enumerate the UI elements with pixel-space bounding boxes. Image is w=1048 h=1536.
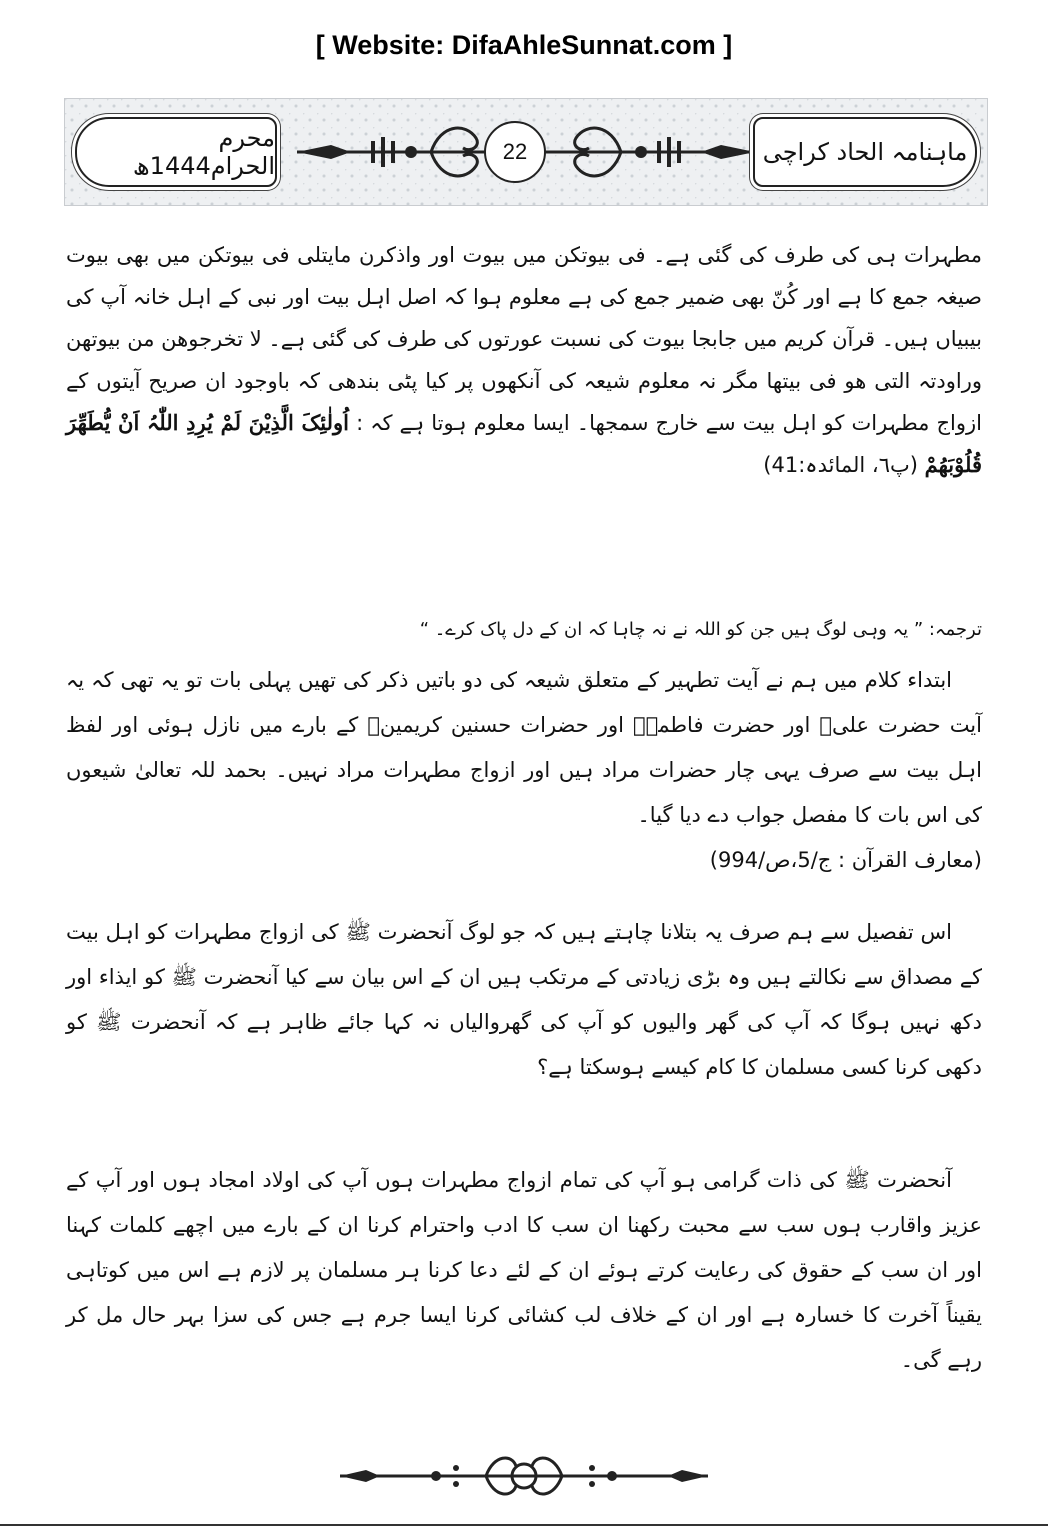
paragraph-1-text: مطہرات ہی کی طرف کی گئی ہے۔ فی بیوتکن میں بیوت اور واذکرن مایتلی فی بیوتکن میں بھی بیوت صیغہ جمع کا ہے اور کُنّ بھی ضمیر جمع کی ہے معلوم ہوا کہ اصل اہل بیت اور نبی کے اہل خانہ آپ کی بیبیاں ہیں۔ قرآن کریم میں جابجا بیوت کی نسبت عورتوں کی طرف کی گئی ہے۔ لا تخرجوھن من بیوتھن وراودتہ التی ھو فی بیتھا مگر نہ معلوم شیعہ کی آنکھوں پر کیا پٹی بندھی کہ باوجود ان صریح آیتوں کے ازواج مطہرات کو اہل بیت سے خارج سمجھا۔ ایسا معلوم ہوتا ہے کہ : (66, 243, 982, 435)
translation: ترجمہ: ” یہ وہی لوگ ہیں جن کو اللہ نے نہ چاہا کہ ان کے دل پاک کرے۔ “ (419, 619, 982, 640)
website-header: [ Website: DifaAhleSunnat.com ] (315, 30, 733, 60)
paragraph-3 (66, 910, 982, 1090)
paragraph-3-text: اس تفصیل سے ہم صرف یہ بتلانا چاہتے ہیں کہ جو لوگ آنحضرت ﷺ کی ازواج مطہرات کو اہل بیت کے مصداق سے نکالتے ہیں وہ بڑی زیادتی کے مرتکب ہیں ان کے اس بیان سے کیا آنحضرت ﷺ کو ایذاء اور دکھ نہیں ہوگا کہ آپ کی گھر والیوں کو آپ کی گھروالیاں نہ کہا جائے ظاہر ہے کہ آنحضرت ﷺ کو دکھی کرنا کسی مسلمان کا کام کیسے ہوسکتا ہے؟ (66, 920, 982, 1079)
magazine-title-plaque (753, 117, 977, 187)
verse-reference: (پ٦، المائدہ:41) (763, 453, 918, 477)
paragraph-2 (66, 658, 982, 883)
paragraph-4 (66, 1158, 982, 1383)
issue-date: محرم الحرام1444ھ (132, 124, 275, 180)
source-reference: (معارف القرآن : ج/5،ص/994) (709, 848, 982, 872)
issue-date-plaque (75, 117, 277, 187)
magazine-title: ماہنامہ الحاد کراچی (762, 138, 968, 166)
footer-ornament (336, 1448, 712, 1504)
paragraph-2-text: ابتداء کلام میں ہم نے آیت تطہیر کے متعلق شیعہ کی دو باتیں ذکر کی تھیں پہلی بات تو یہ تھی کہ یہ آیت حضرت علیؓ اور حضرت فاطمہؓ اور حضرات حسنین کریمینؓ کے بارے میں نازل ہوئی اور لفظ اہل بیت سے صرف یہی چار حضرات مراد ہیں اور ازواج مطہرات مراد نہیں۔ بحمد للہ تعالیٰ شیعوں کی اس بات کا مفصل جواب دے دیا گیا۔ (66, 668, 982, 827)
quran-verse: اُولٰئِکَ الَّذِیْنَ لَمْ یُرِدِ اللّٰہُ اَنْ یُّطَھِّرَ قُلُوْبَھُمْ (66, 410, 982, 477)
paragraph-4-text: آنحضرت ﷺ کی ذات گرامی ہو آپ کی تمام ازواج مطہرات ہوں آپ کی اولاد امجاد ہوں اور آپ کے عزیز واقارب ہوں سب سے محبت رکھنا ان سب کا ادب واحترام کرنا ان کے بارے میں اچھے کلمات کہنا اور ان سب کے حقوق کی رعایت کرتے ہوئے ان کے لئے دعا کرنا ہر مسلمان پر لازم ہے اس میں کوتاہی یقیناً آخرت کا خسارہ ہے اور ان کے خلاف لب کشائی کرنا ایسا جرم ہے جس کی سزا بہر حال مل کر رہے گی۔ (66, 1168, 982, 1372)
page-banner (64, 98, 988, 206)
paragraph-1 (66, 234, 982, 486)
bottom-rule (0, 1524, 1048, 1526)
page-number: 22 (484, 121, 546, 183)
